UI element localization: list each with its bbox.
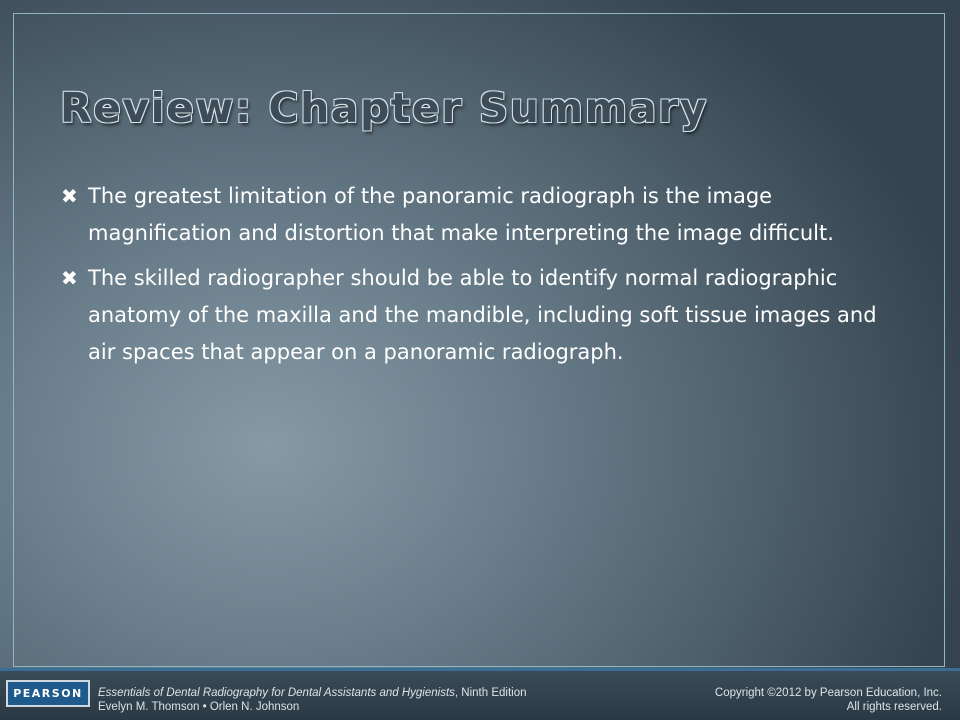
slide-title: Review: Chapter Summary	[60, 84, 708, 132]
copyright-line-1: Copyright ©2012 by Pearson Education, Inc.	[714, 687, 942, 699]
bullet-item	[60, 260, 880, 371]
x-mark-icon: ✖	[61, 184, 78, 208]
book-authors: Evelyn M. Thomson • Orlen N. Johnson	[98, 701, 300, 713]
x-mark-icon: ✖	[61, 266, 78, 290]
book-citation	[98, 686, 527, 714]
book-title-line	[98, 686, 527, 700]
footer-divider	[0, 668, 960, 671]
footer-bar	[0, 668, 960, 720]
bullet-text: The greatest limitation of the panoramic radiograph is the image magnification and distortion that make interpreting the image difficult.	[88, 184, 834, 245]
book-edition: , Ninth Edition	[454, 687, 527, 699]
bullet-list	[60, 178, 880, 379]
book-title: Essentials of Dental Radiography for Dental Assistants and Hygienists	[98, 687, 455, 699]
copyright-notice	[715, 686, 942, 714]
bullet-text: The skilled radiographer should be able to identify normal radiographic anatomy of the maxilla and the mandible, including soft tissue images and air spaces that appear on a panoramic radiograph.	[88, 266, 877, 364]
copyright-line-2: All rights reserved.	[846, 701, 942, 713]
bullet-item	[60, 178, 880, 252]
pearson-logo: PEARSON	[6, 680, 90, 707]
